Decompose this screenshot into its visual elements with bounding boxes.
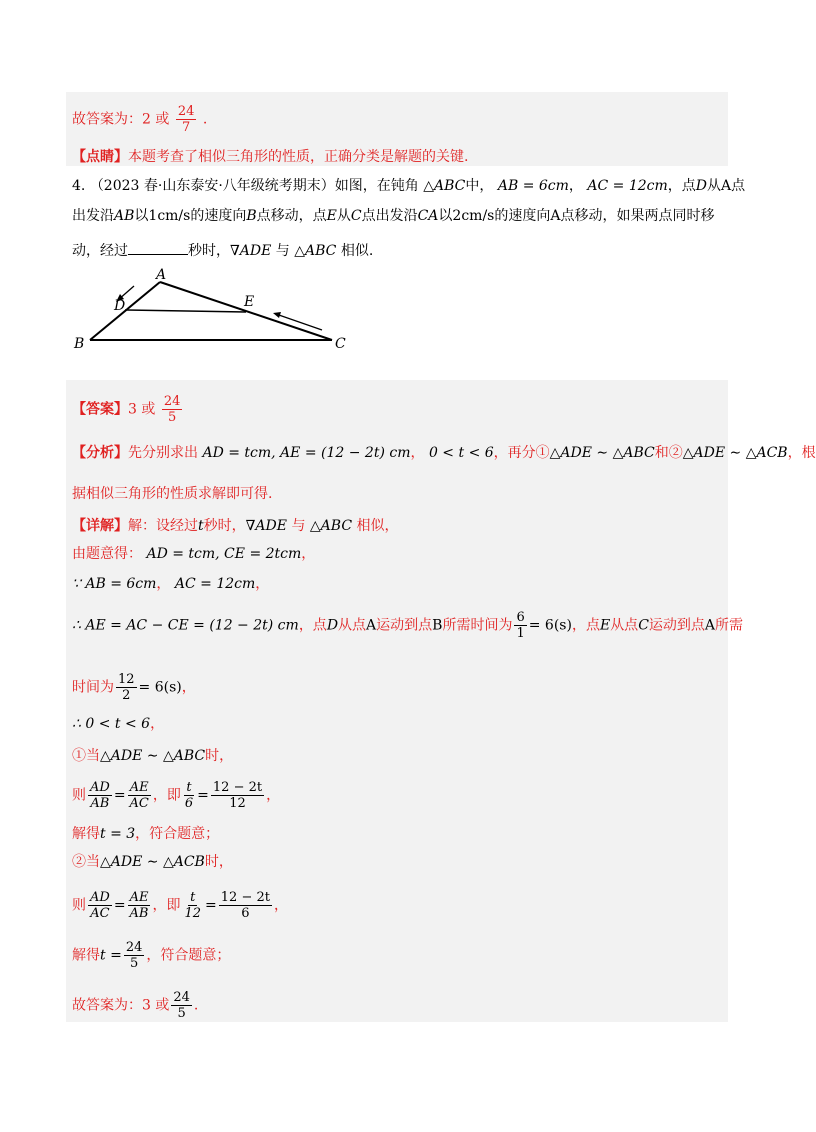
arrow-e-shaft [276,314,322,330]
solve1-line: 解得t = 3，符合题意； [72,826,220,842]
previous-answer-fraction: $\frac{24}{7}$ [177,104,195,135]
case2-fraction-ad-ac: $\frac{AD}{AC}$ [90,890,110,921]
problem-line-1: 4. （2023 春·山东泰安·八年级统考期末）如图，在钝角 △ABC中， AB = 6cm， AC = 12cm，点D从A点 [72,178,746,194]
analysis-tag: 【分析】 [72,445,128,461]
case2-fraction-rhs: $\frac{12 - 2t}{6}$ [220,890,270,921]
range-line: ∴ 0 < t < 6， [72,716,165,732]
label-a: A [156,267,167,283]
case1-fraction-ae-ac: $\frac{AE}{AC}$ [129,780,149,811]
time-fraction-2: $\frac{12}{2}$ [118,672,135,703]
problem-line-3: 动，经过 秒时，∇ADE 与 △ABC 相似. [72,240,373,261]
given-line: 由题意得： AD = tcm, CE = 2tcm， [72,546,316,562]
answer-blank [128,240,188,255]
time-fraction-1: $\frac{6}{1}$ [516,610,525,641]
time2-line: 时间为 $\frac{12}{2}$ = 6(s)， [72,672,196,703]
case2-fraction-ae-ab: $\frac{AE}{AB}$ [129,890,149,921]
problem-number: 4. [72,178,86,194]
segment-de [125,310,246,312]
detail-line: 【详解】解：设经过t秒时，∇ADE 与 △ABC 相似， [72,518,399,534]
case1-fraction-t-6: $\frac{t}{6}$ [184,780,194,811]
remark-tag: 【点睛】 [72,149,128,165]
answer-tag: 【答案】 [72,401,128,418]
previous-answer: 故答案为：2 或 $\frac{24}{7}$ . [72,104,208,135]
analysis-line-1: 【分析】先分别求出 AD = tcm, AE = (12 − 2t) cm， 0 < t < 6，再分①△ADE ∼ △ABC和②△ADE ∼ △ACB，根 [72,445,816,461]
case2-fraction-t-12: $\frac{t}{12}$ [184,890,202,921]
case1-ratio-line: 则 $\frac{AD}{AB}$ = $\frac{AE}{AC}$ ，即 $\frac{t}{6}$ = $\frac{12 - 2t}{12}$ ， [72,780,281,811]
arrow-e-head [273,312,281,318]
label-b: B [74,336,85,352]
case1-line: ①当△ADE ∼ △ABC时， [72,748,234,764]
solve2-fraction: $\frac{24}{5}$ [125,940,143,971]
final-answer-line: 故答案为：3 或 $\frac{24}{5}$ . [72,990,199,1021]
therefore-line: ∴ AE = AC − CE = (12 − 2t) cm，点D从点A运动到点B所需时间为 $\frac{6}{1}$ = 6(s)，点E从点C运动到点A所需 [72,610,744,641]
label-e: E [244,294,255,310]
case1-fraction-rhs: $\frac{12 - 2t}{12}$ [212,780,263,811]
answer-line: 【答案】3 或 $\frac{24}{5}$ [72,394,181,425]
remark-line: 【点睛】本题考查了相似三角形的性质，正确分类是解题的关键. [72,149,469,165]
because-line: ∵ AB = 6cm， AC = 12cm， [72,576,270,592]
case1-fraction-ad-ab: $\frac{AD}{AB}$ [90,780,110,811]
answer-fraction: $\frac{24}{5}$ [163,394,181,425]
label-c: C [335,336,346,352]
problem-source: （2023 春·山东泰安·八年级统考期末） [89,178,335,194]
triangle-figure [70,267,360,354]
detail-tag: 【详解】 [72,518,128,534]
problem-line-2: 出发沿AB以1cm/s的速度向B点移动，点E从C点出发沿CA以2cm/s的速度向A点移动，如果两点同时移 [72,208,715,224]
case2-ratio-line: 则 $\frac{AD}{AC}$ = $\frac{AE}{AB}$ ，即 $\frac{t}{12}$ = $\frac{12 - 2t}{6}$ ， [72,890,288,921]
final-answer-fraction: $\frac{24}{5}$ [173,990,190,1021]
analysis-line-2: 据相似三角形的性质求解即可得. [72,486,273,502]
label-d: D [114,298,126,314]
case2-line: ②当△ADE ∼ △ACB时， [72,854,233,870]
solve2-line: 解得t = $\frac{24}{5}$ ，符合题意； [72,940,231,971]
